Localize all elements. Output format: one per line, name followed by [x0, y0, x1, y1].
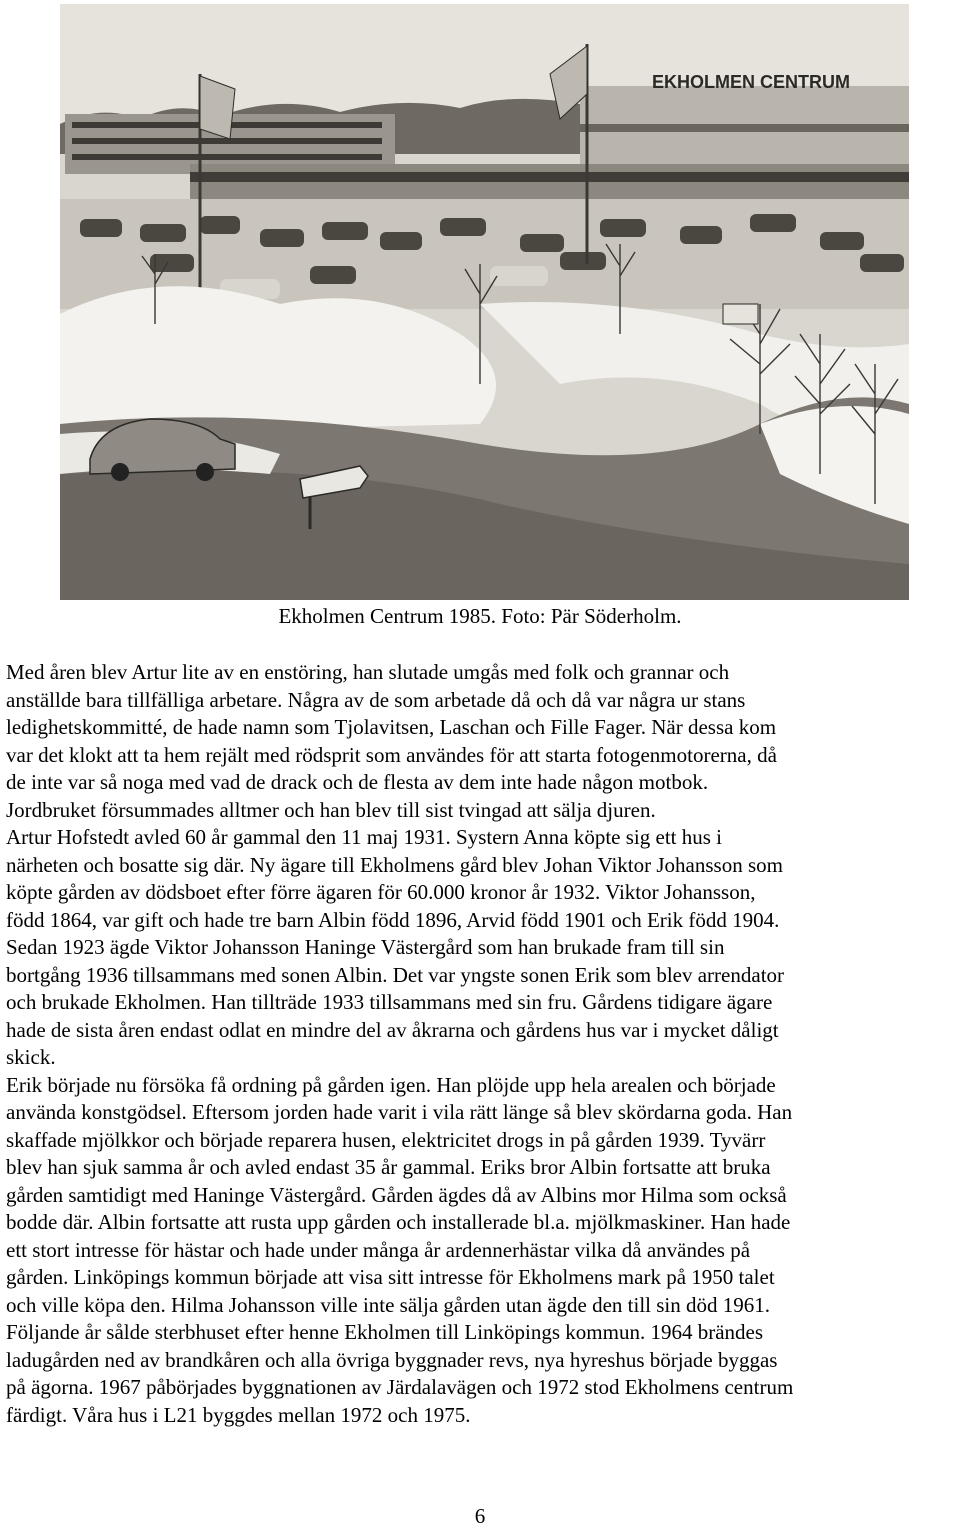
body-line: Sedan 1923 ägde Viktor Johansson Haninge Västergård som han brukade fram till sin	[6, 935, 725, 959]
body-line: blev han sjuk samma år och avled endast 35 år gammal. Eriks bror Albin fortsatte att bruka	[6, 1155, 771, 1179]
body-line: de inte var så noga med vad de drack och de flesta av dem inte hade någon motbok.	[6, 770, 709, 794]
body-line: ett stort intresse för hästar och hade under många år ardennerhästar vilka då användes på	[6, 1237, 751, 1262]
page-number: 6	[474, 1504, 486, 1528]
body-line: gården samtidigt med Haninge Västergård. Gården ägdes då av Albins mor Hilma som också	[6, 1182, 787, 1207]
body-line: Jordbruket försummades alltmer och han blev till sist tvingad att sälja djuren.	[6, 797, 656, 822]
body-text	[6, 659, 956, 1429]
body-line: bortgång 1936 tillsammans med sonen Albin. Det var yngste sonen Erik som blev arrendator	[6, 962, 785, 987]
body-line: född 1864, var gift och hade tre barn Albin född 1896, Arvid född 1901 och Erik född 1904.	[6, 907, 780, 932]
body-line: skick.	[6, 1045, 56, 1069]
body-line: Med åren blev Artur lite av en enstöring, han slutade umgås med folk och grannar och	[6, 660, 730, 684]
centrum-sign: EKHOLMEN CENTRUM	[652, 72, 850, 92]
body-line: gården. Linköpings kommun började att visa sitt intresse för Ekholmens mark på 1950 talet	[6, 1265, 775, 1289]
body-line: anställde bara tillfälliga arbetare. Några av de som arbetade då och då var några ur stans	[6, 687, 746, 712]
body-line: på ägorna. 1967 påbörjades byggnationen av Järdalavägen och 1972 stod Ekholmens centrum	[6, 1375, 794, 1399]
body-line: Följande år sålde sterbhuset efter henne Ekholmen till Linköpings kommun. 1964 brändes	[6, 1320, 764, 1344]
body-line: ledighetskommitté, de hade namn som Tjolavitsen, Laschan och Fille Fager. När dessa kom	[6, 715, 777, 739]
photo-caption: Ekholmen Centrum 1985. Foto: Pär Söderholm.	[278, 604, 682, 628]
body-line: hade de sista åren endast odlat en mindre del av åkrarna och gårdens hus var i mycket dåligt	[6, 1017, 779, 1042]
body-line: ladugården ned av brandkåren och alla övriga byggnader revs, nya hyreshus började byggas	[6, 1347, 778, 1372]
body-line: bodde där. Albin fortsatte att rusta upp gården och installerade bl.a. mjölkmaskiner. Han hade	[6, 1210, 791, 1234]
body-line: var det klokt att ta hem rejält med rödsprit som användes för att starta fotogenmotorerna, då	[6, 742, 777, 767]
body-line: Artur Hofstedt avled 60 år gammal den 11 maj 1931. Systern Anna köpte sig ett hus i	[6, 825, 723, 849]
photo-icon	[60, 4, 909, 600]
body-line: köpte gården av dödsboet efter förre ägaren för 60.000 kronor år 1932. Viktor Johansson,	[6, 880, 756, 904]
ekholmen-centrum-photo	[60, 4, 909, 600]
body-line: skaffade mjölkkor och började reparera husen, elektricitet drogs in på gården 1939. Tyvärr	[6, 1127, 766, 1152]
body-line: använda konstgödsel. Eftersom jorden hade varit i vila rätt länge så blev skördarna goda. Han	[6, 1100, 793, 1124]
body-line: och brukade Ekholmen. Han tillträde 1933 tillsammans med sin fru. Gårdens tidigare ägare	[6, 990, 773, 1014]
body-line: Erik började nu försöka få ordning på gården igen. Han plöjde upp hela arealen och började	[6, 1072, 776, 1097]
body-line: närheten och bosatte sig där. Ny ägare till Ekholmens gård blev Johan Viktor Johansson som	[6, 852, 783, 877]
body-line: och ville köpa den. Hilma Johansson ville inte sälja gården utan ägde den till sin död 1961.	[6, 1292, 771, 1317]
body-line: färdigt. Våra hus i L21 byggdes mellan 1972 och 1975.	[6, 1402, 471, 1427]
